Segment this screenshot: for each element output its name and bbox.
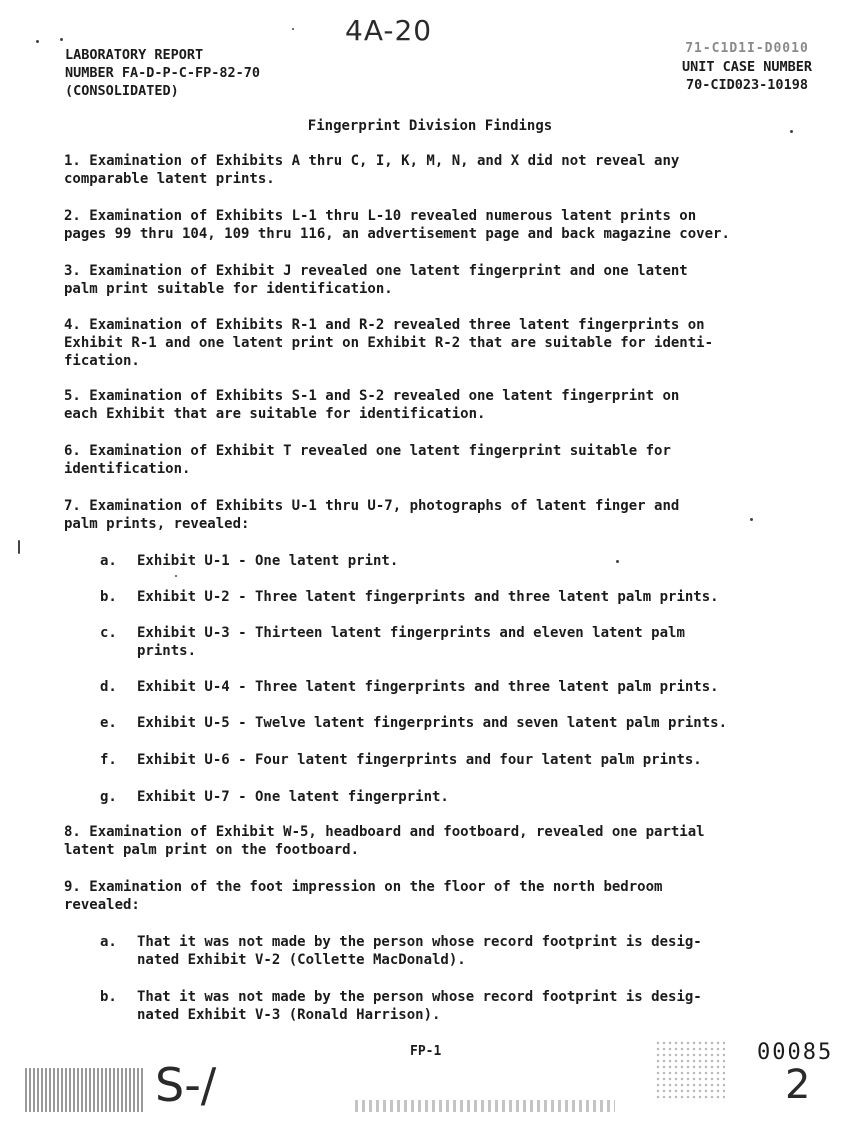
subitem-text: Exhibit U-5 - Twelve latent fingerprints and seven latent palm prints. xyxy=(137,715,728,731)
finding-7-subitem-g xyxy=(100,788,800,806)
subitem-letter: b. xyxy=(100,589,117,605)
handwritten-exhibit-mark: S-/ xyxy=(155,1058,217,1112)
finding-8-line-1: 8. Examination of Exhibit W-5, headboard and footboard, revealed one partial xyxy=(64,824,705,840)
unit-case-header xyxy=(672,40,822,94)
finding-4-line-2: Exhibit R-1 and one latent print on Exhibit R-2 that are suitable for identi- xyxy=(64,335,714,351)
finding-2 xyxy=(64,207,804,243)
finding-6-line-2: identification. xyxy=(64,461,191,477)
finding-5-line-2: each Exhibit that are suitable for identification. xyxy=(64,406,486,422)
finding-7-line-1: 7. Examination of Exhibits U-1 thru U-7, photographs of latent finger and xyxy=(64,498,680,514)
finding-9-subitem-b xyxy=(100,988,800,1024)
finding-3 xyxy=(64,262,804,298)
finding-9-line-1: 9. Examination of the foot impression on the floor of the north bedroom xyxy=(64,879,663,895)
bottom-stamp-smudge xyxy=(355,1100,615,1112)
subitem-text-continued: nated Exhibit V-3 (Ronald Harrison). xyxy=(137,1007,441,1023)
finding-8 xyxy=(64,823,804,859)
subitem-text-continued: nated Exhibit V-2 (Collette MacDonald). xyxy=(137,952,466,968)
finding-8-line-2: latent palm print on the footboard. xyxy=(64,842,360,858)
scan-speck xyxy=(60,38,63,41)
unit-case-number: 70-CID023-10198 xyxy=(686,77,808,93)
subitem-letter: d. xyxy=(100,679,117,695)
subitem-text: Exhibit U-1 - One latent print. xyxy=(137,553,399,569)
subitem-text: Exhibit U-4 - Three latent fingerprints and three latent palm prints. xyxy=(137,679,719,695)
finding-9 xyxy=(64,878,804,914)
obscured-stamp-text: 71-C1D1I-D0010 xyxy=(685,41,809,56)
document-number: 00085 xyxy=(757,1040,834,1065)
scan-speck xyxy=(616,560,619,563)
subitem-text: Exhibit U-2 - Three latent fingerprints and three latent palm prints. xyxy=(137,589,719,605)
lab-report-line-2: NUMBER FA-D-P-C-FP-82-70 xyxy=(65,65,261,81)
finding-7-subitem-f xyxy=(100,751,800,769)
finding-7 xyxy=(64,497,804,533)
subitem-letter: g. xyxy=(100,789,117,805)
lab-report-line-1: LABORATORY REPORT xyxy=(65,47,204,63)
subitem-text-continued: prints. xyxy=(137,643,197,659)
subitem-letter: e. xyxy=(100,715,117,731)
finding-4-line-1: 4. Examination of Exhibits R-1 and R-2 revealed three latent fingerprints on xyxy=(64,317,705,333)
handwritten-corner-mark: 2 xyxy=(785,1062,811,1108)
finding-7-subitem-e xyxy=(100,714,800,732)
finding-6-line-1: 6. Examination of Exhibit T revealed one latent fingerprint suitable for xyxy=(64,443,671,459)
exhibit-stamp-smudge xyxy=(25,1068,145,1112)
finding-5-line-1: 5. Examination of Exhibits S-1 and S-2 revealed one latent fingerprint on xyxy=(64,388,680,404)
subitem-text: Exhibit U-3 - Thirteen latent fingerprints and eleven latent palm xyxy=(137,625,685,641)
finding-2-line-2: pages 99 thru 104, 109 thru 116, an advertisement page and back magazine cover. xyxy=(64,226,730,242)
scan-speck xyxy=(175,575,177,577)
subitem-text: Exhibit U-7 - One latent fingerprint. xyxy=(137,789,449,805)
scan-speck xyxy=(292,28,294,30)
finding-3-line-1: 3. Examination of Exhibit J revealed one latent fingerprint and one latent xyxy=(64,263,688,279)
subitem-letter: a. xyxy=(100,553,117,569)
subitem-text: Exhibit U-6 - Four latent fingerprints and four latent palm prints. xyxy=(137,752,702,768)
subitem-text: That it was not made by the person whose record footprint is desig- xyxy=(137,934,702,950)
finding-7-subitem-a xyxy=(100,552,800,570)
subitem-letter: c. xyxy=(100,625,117,641)
scan-speck xyxy=(36,40,39,43)
finding-3-line-2: palm print suitable for identification. xyxy=(64,281,393,297)
finding-1-line-1: 1. Examination of Exhibits A thru C, I, K, M, N, and X did not reveal any xyxy=(64,153,680,169)
finding-7-subitem-c xyxy=(100,624,800,660)
scan-speck xyxy=(790,130,793,133)
page-label: FP-1 xyxy=(410,1044,442,1059)
scan-speck xyxy=(750,518,753,521)
scan-speck xyxy=(18,540,20,554)
finding-2-line-1: 2. Examination of Exhibits L-1 thru L-10 revealed numerous latent prints on xyxy=(64,208,697,224)
finding-6 xyxy=(64,442,804,478)
lab-report-header xyxy=(65,46,260,100)
finding-7-line-2: palm prints, revealed: xyxy=(64,516,250,532)
finding-7-subitem-d xyxy=(100,678,800,696)
finding-4-line-3: fication. xyxy=(64,353,140,369)
finding-4 xyxy=(64,316,804,370)
handwritten-note-top: 4A-20 xyxy=(345,14,433,47)
subitem-letter: f. xyxy=(100,752,117,768)
unit-case-label: UNIT CASE NUMBER xyxy=(681,59,813,75)
subitem-letter: a. xyxy=(100,934,117,950)
finding-1-line-2: comparable latent prints. xyxy=(64,171,275,187)
subitem-letter: b. xyxy=(100,989,117,1005)
finding-9-line-2: revealed: xyxy=(64,897,140,913)
finding-7-subitem-b xyxy=(100,588,800,606)
finding-1 xyxy=(64,152,804,188)
lab-report-line-3: (CONSOLIDATED) xyxy=(65,83,179,99)
page-title: Fingerprint Division Findings xyxy=(307,118,553,134)
subitem-text: That it was not made by the person whose record footprint is desig- xyxy=(137,989,702,1005)
finding-9-subitem-a xyxy=(100,933,800,969)
finding-5 xyxy=(64,387,804,423)
corner-stamp-smudge xyxy=(655,1040,725,1102)
